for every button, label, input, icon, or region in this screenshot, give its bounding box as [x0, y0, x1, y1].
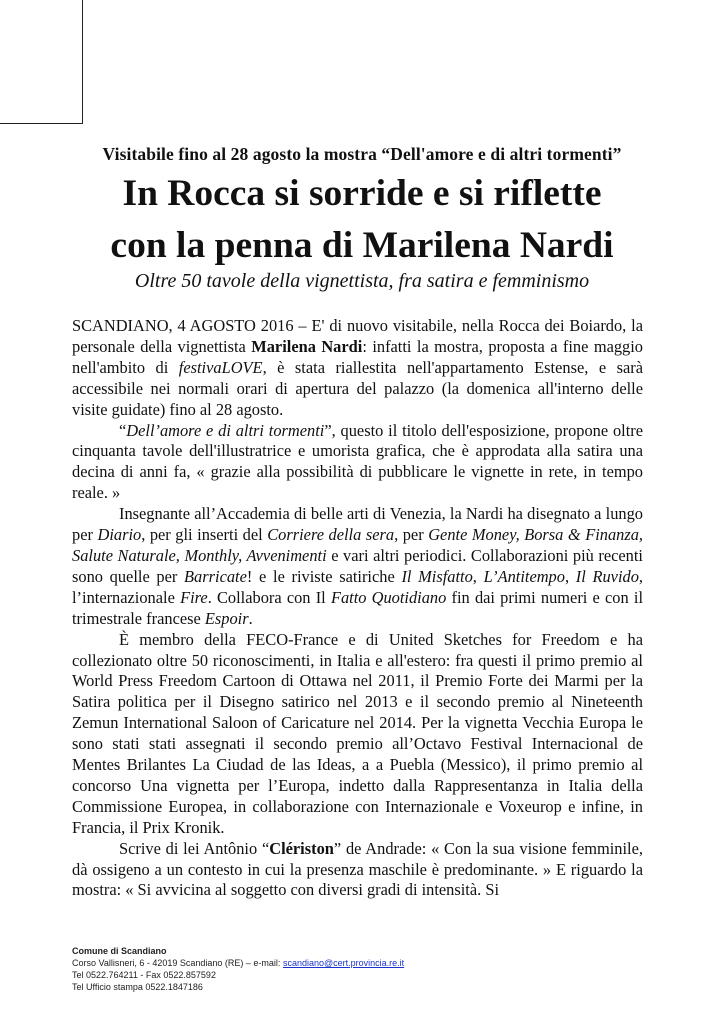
- text-run: per: [398, 525, 429, 545]
- text-run: . Collabora con Il: [207, 587, 331, 607]
- publication-name: Diario: [97, 525, 142, 545]
- text-run: , è stata riallestita nell'appartamento Estense, e sarà accessibile nei normali orari di apertura del palazzo (la domenica all'interno delle visite guidate) fino al 28 agosto.: [72, 357, 643, 419]
- text-run: SCANDIANO, 4 AGOSTO 2016 – E' di nuovo visitabile, nella Rocca dei Boiardo, la personale della vignettista: [72, 316, 643, 356]
- text-run: “: [119, 420, 127, 440]
- footer: [72, 945, 572, 993]
- text-run: Scrive di lei Antônio “: [119, 838, 270, 858]
- text-run: .: [248, 608, 253, 628]
- text-run: , per gli inserti del: [141, 525, 268, 545]
- paragraph-2: [72, 421, 643, 505]
- publication-name: Corriere della sera,: [267, 525, 399, 545]
- publication-name: Espoir: [204, 608, 249, 628]
- publication-name: Il Misfatto: [401, 566, 473, 586]
- text-run: ”, questo il titolo dell'esposizione, propone oltre cinquanta tavole dell'illustratrice e umorista grafica, che è approdata alla satira una decina di anni fa, « grazie alla possibilità di pubblicare le vignette in rete, in tempo reale. »: [72, 420, 643, 503]
- author-nickname: Clériston: [269, 838, 334, 858]
- paragraph-5: [72, 839, 643, 902]
- email-link[interactable]: scandiano@cert.provincia.re.it: [282, 958, 405, 968]
- subtitle: Oltre 50 tavole della vignettista, fra satira e femminismo: [134, 270, 590, 292]
- kicker: Visitabile fino al 28 agosto la mostra “Dell'amore e di altri tormenti”: [102, 144, 622, 164]
- paragraph-1: [72, 316, 643, 421]
- text-run: fin dai primi numeri e con il trimestrale francese: [72, 587, 643, 628]
- text-run: ” de Andrade: « Con la sua visione femminile, dà ossigeno a un contesto in cui la presenza maschile è predominante. » E riguardo la mostra: « Si avvicina al soggetto con diversi gradi di intensità. Si: [72, 838, 643, 900]
- text-run: e vari altri periodici. Collaborazioni più recenti sono quelle per: [72, 545, 643, 586]
- text-run: ! e le riviste satiriche: [246, 566, 402, 586]
- paragraph-4: È membro della FECO-France e di United Sketches for Freedom e ha collezionato oltre 50 riconoscimenti, in Italia e all'estero: fra questi il primo premio al World Press Freedom Cartoon di Ottawa nel 2011, il Premio Forte dei Marmi per la Satira politica per il Disegno satirico nel 2013 e il secondo premio al Nineteenth Zemun International Saloon of Caricature nel 2014. Per la vignetta Vecchia Europa le sono stati stati assegnati il secondo premio all’Octavo Festival Internacional de Mentes Brilantes La Ciudad de las Ideas, a a Puebla (Messico), il primo premio al concorso Una vignetta per l’Europa, indetto dalla Rappresentanza in Italia della Commissione Europea, in collaborazione con Internazionale e Voxeurop e infine, in Francia, il Prix Kronik.: [72, 629, 643, 837]
- publication-name: Fatto Quotidiano: [330, 587, 447, 607]
- footer-phone: Tel 0522.764211 - Fax 0522.857592: [72, 970, 216, 980]
- logo-placeholder: [0, 0, 83, 124]
- headline-line-2: con la penna di Marilena Nardi: [110, 225, 614, 266]
- text-run: , l’internazionale: [72, 566, 644, 607]
- footer-title: Comune di Scandiano: [72, 946, 167, 956]
- exhibition-title: Dell’amore e di altri tormenti: [126, 420, 325, 440]
- publication-name: Gente Money, Borsa & Finanza, Salute Naturale, Monthly, Avvenimenti: [72, 525, 644, 565]
- publication-name: Fire: [180, 587, 208, 607]
- artist-name: Marilena Nardi: [251, 336, 363, 356]
- footer-press-phone: Tel Ufficio stampa 0522.1847186: [72, 982, 203, 992]
- paragraph-3: [72, 504, 643, 629]
- footer-address-text: Corso Vallisneri, 6 - 42019 Scandiano (RE) – e-mail:: [72, 958, 283, 968]
- text-run: Insegnante all’Accademia di belle arti di Venezia, la Nardi ha disegnato a lungo per: [72, 504, 643, 545]
- headline: [0, 168, 724, 272]
- publication-name: L’Antitempo: [483, 566, 565, 586]
- text-run: ,: [564, 566, 576, 586]
- headline-line-1: In Rocca si sorride e si riflette: [122, 173, 602, 214]
- text-run: ,: [472, 566, 484, 586]
- publication-name: Barricate: [184, 566, 247, 586]
- publication-name: Il Ruvido: [575, 566, 639, 586]
- footer-address: [72, 957, 572, 969]
- article-body: [72, 316, 643, 901]
- festival-name: festivaLOVE: [178, 357, 263, 377]
- text-run: : infatti la mostra, proposta a fine maggio nell'ambito di: [72, 336, 644, 377]
